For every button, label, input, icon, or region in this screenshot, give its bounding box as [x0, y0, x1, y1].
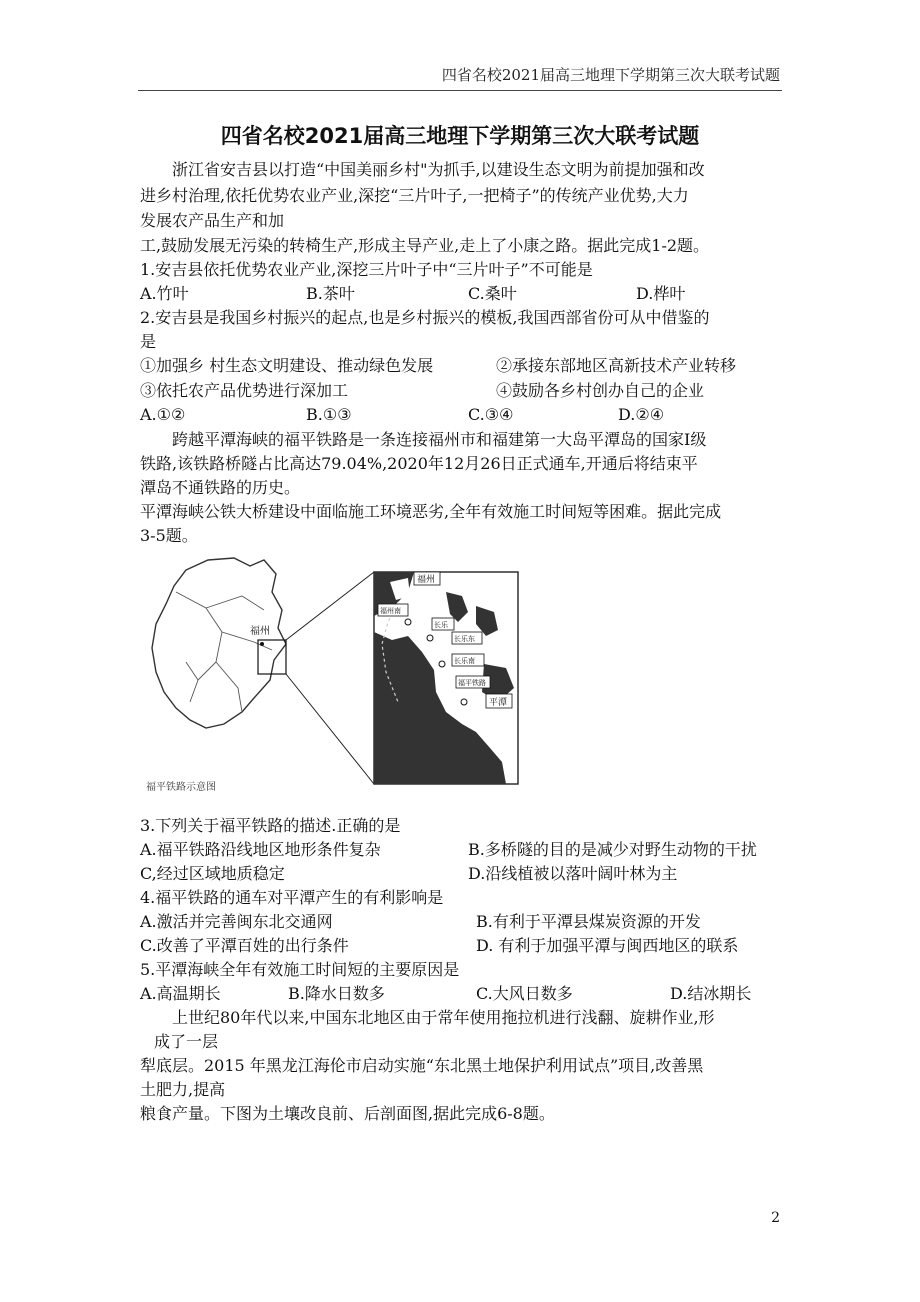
q1-option-b: B.茶叶 [306, 284, 355, 303]
q2-option-c: C.③④ [468, 405, 514, 424]
map-label-changle: 长乐 [434, 621, 448, 629]
passage1-line: 进乡村治理,依托优势农业产业,深挖“三片叶子,一把椅子”的传统产业优势,大力 [140, 186, 689, 205]
q4-option-c: C.改善了平潭百姓的出行条件 [140, 936, 349, 955]
q2-item-2: ②承接东部地区高新技术产业转移 [496, 356, 737, 375]
q2-option-b: B.①③ [306, 405, 352, 424]
map-label-fuping-railway: 福平铁路 [458, 679, 486, 687]
passage1-line: 发展农产品生产和加 [140, 211, 285, 230]
running-header: 四省名校2021届高三地理下学期第三次大联考试题 [441, 66, 780, 84]
passage2-line: 跨越平潭海峡的福平铁路是一条连接福州市和福建第一大岛平潭岛的国家Ⅰ级 [172, 430, 707, 449]
q4-option-b: B.有利于平潭县煤炭资源的开发 [476, 912, 701, 931]
passage3-line: 成了一层 [154, 1032, 219, 1051]
map-label-changle-east: 长乐东 [454, 635, 475, 643]
q2-item-4: ④鼓励各乡村创办自己的企业 [496, 381, 705, 400]
passage3-line: 粮食产量。下图为土壤改良前、后剖面图,据此完成6-8题。 [140, 1104, 555, 1123]
q4-stem: 4.福平铁路的通车对平潭产生的有利影响是 [140, 888, 444, 907]
q5-stem: 5.平潭海峡全年有效施工时间短的主要原因是 [140, 960, 460, 979]
map-caption: 福平铁路示意图 [146, 782, 216, 793]
q5-option-d: D.结冰期长 [670, 984, 752, 1003]
map-label-changle-south: 长乐南 [454, 657, 475, 665]
q2-option-a: A.①② [140, 405, 186, 424]
q1-stem: 1.安吉县依托优势农业产业,深挖三片叶子中“三片叶子”不可能是 [140, 260, 593, 279]
q2-item-3: ③依托农产品优势进行深加工 [140, 381, 349, 400]
passage1-line: 工,鼓励发展无污染的转椅生产,形成主导产业,走上了小康之路。据此完成1-2题。 [140, 236, 710, 255]
q2-option-d: D.②④ [618, 405, 665, 424]
q2-stem: 是 [140, 332, 157, 351]
q1-option-a: A.竹叶 [140, 284, 189, 303]
q3-option-d: D.沿线植被以落叶阔叶林为主 [468, 864, 678, 883]
passage2-line: 3-5题。 [140, 526, 198, 545]
q5-option-b: B.降水日数多 [288, 984, 385, 1003]
header-divider [138, 90, 782, 91]
fuping-railway-map [146, 552, 520, 796]
page-number: 2 [771, 1210, 780, 1226]
q1-option-c: C.桑叶 [468, 284, 517, 303]
q3-option-b: B.多桥隧的目的是减少对野生动物的干扰 [468, 840, 757, 859]
q3-option-a: A.福平铁路沿线地区地形条件复杂 [140, 840, 381, 859]
q1-option-d: D.桦叶 [636, 284, 686, 303]
map-label-fuzhou-inset: 福州 [417, 575, 436, 585]
q5-option-c: C.大风日数多 [476, 984, 573, 1003]
passage2-line: 铁路,该铁路桥隧占比高达79.04%,2020年12月26日正式通车,开通后将结束平 [140, 454, 698, 473]
q2-stem: 2.安吉县是我国乡村振兴的起点,也是乡村振兴的模板,我国西部省份可从中借鉴的 [140, 308, 710, 327]
passage3-line: 上世纪80年代以来,中国东北地区由于常年使用拖拉机进行浅翻、旋耕作业,形 [172, 1008, 715, 1027]
q3-stem: 3.下列关于福平铁路的描述.正确的是 [140, 816, 401, 835]
q4-option-a: A.激活并完善闽东北交通网 [140, 912, 333, 931]
q5-option-a: A.高温期长 [140, 984, 221, 1003]
q3-option-c: C,经过区域地质稳定 [140, 864, 285, 883]
map-label-fuzhou-south: 福州南 [380, 607, 401, 615]
passage2-line: 平潭海峡公铁大桥建设中面临施工环境恶劣,全年有效施工时间短等困难。据此完成 [140, 502, 722, 521]
map-label-fuzhou: 福州 [250, 626, 270, 637]
map-label-pingtan: 平潭 [489, 698, 508, 708]
passage2-line: 潭岛不通铁路的历史。 [140, 478, 301, 497]
passage1-line: 浙江省安吉县以打造“中国美丽乡村"为抓手,以建设生态文明为前提加强和改 [172, 160, 705, 179]
page-title: 四省名校2021届高三地理下学期第三次大联考试题 [220, 124, 700, 148]
passage3-line: 犁底层。2015 年黑龙江海伦市启动实施“东北黑土地保护利用试点”项目,改善黑 [140, 1056, 704, 1075]
q4-option-d: D. 有利于加强平潭与闽西地区的联系 [476, 936, 739, 955]
q2-item-1: ①加强乡 村生态文明建设、推动绿色发展 [140, 356, 434, 375]
passage3-line: 土肥力,提高 [140, 1080, 226, 1099]
